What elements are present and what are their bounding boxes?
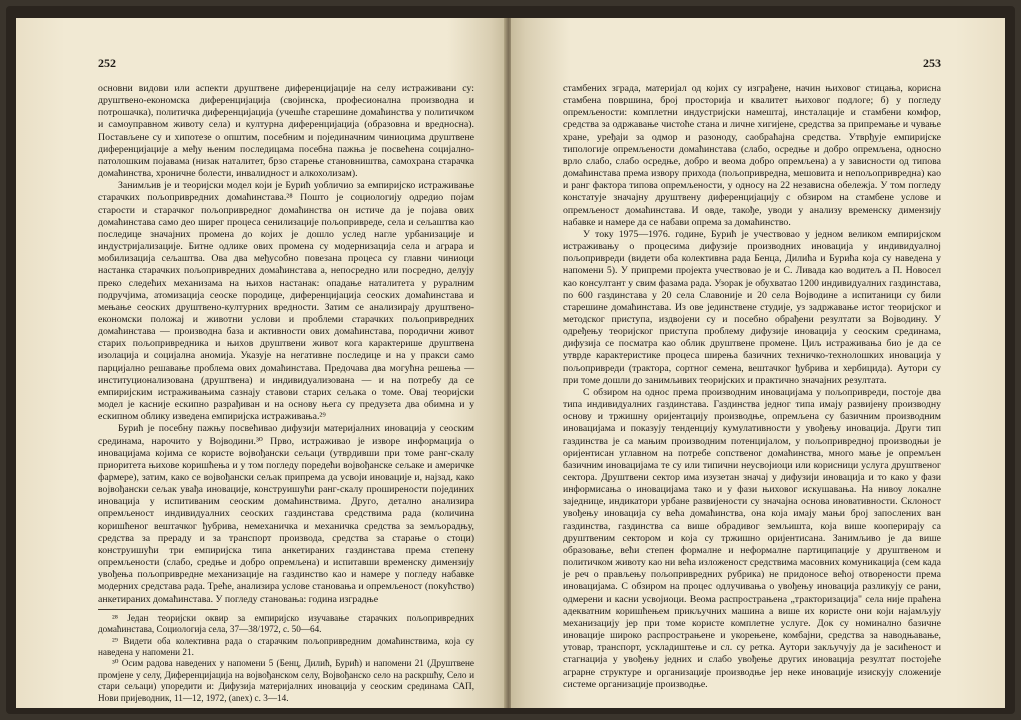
right-paragraph-2: У току 1975—1976. године, Бурић је учествовао у једном великом емпиријском истраживању о процесима дифузије производних иновација у индивидуалној пољопривреди (видети оба колективна рада Бенца, Дилића и Бурића која су наведена у напомени 5). У припреми пројекта учествовао је и С. Ливада као водитељ а П. Новосел као консултант у свим фазама рада. Узорак је обухватао 1200 индивидуалних газдинстава, по 600 газдинстава у 20 села Славоније и 20 села Војводине а испитаници су били старешине домаћинстава. Из ове јединствене студије, уз задржавање истог теоријског и методског приступа, издвојени су и посебно обрађени резултати за Војводину. У одређењу теоријског приступа проблему дифузије иновација у сеоским срединама, дифузија се посматра као облик друштвене промене. Циљ истраживања био је да се утврде карактеристике процеса ширења базичних техничко-технолошких иновација у пољопривреди (трактора, сортног семена, вештачког ђубрива и хербицида). Аутори су при томе дошли до занимљивих теоријских и практично значајних резултата. (563, 228, 941, 386)
footnote-28: ²⁸ Један теоријски оквир за емпиријско изучавање старачких пољопривредних домаћинстава, Социологија села, 37—38/1972, с. 50—64. (98, 612, 474, 635)
page-number-right: 253 (923, 56, 941, 70)
footnote-29: ²⁹ Видети оба колективна рада о старачким пољопривредним домаћинствима, која су наведена у напомени 21. (98, 635, 474, 657)
left-paragraph-2: Занимљив је и теоријски модел који је Бурић уобличио за емпиријско истраживање старачких пољопривредних домаћинстава.²⁸ Пошто је социологију одредио појам старости и старачког пољопривредног домаћинства он истиче да је појава ових домаћинстава само део ширег процеса сенилизације пољопривреде, села и сељаштва као последице значајних промена до којих је дошло услед нагле урбанизације и индустријализације. Битне одлике ових промена су модернизација села и аграра и мобилизација сељаштва. Ова два међусобно повезана процеса су главни чиниоци настанка старачких пољопривредних домаћинстава а, непосредно или посредно, делују преко следећих механизама на њихов настанак: опадање наталитета у руралним подручјима, атомизација сеоске породице, диференцијација сеоских домаћинстава и мењање сеоских друштвено-културних вредности. Затим се анализирају друштвено-економски положај и животни услови и проблеми старачких пољопривредних домаћинстава — производна база и активности ових домаћинстава, породични живот старих пољопривредника и њихов друштвени живот кога карактерише друштвена изолација и социјална аномија. Указује на негативне последице и на у пракси само парцијално решавање проблема ових домаћинстава. Предочава два могућна решења — институционализована (друштвена) и индивидуализована — и на потребу да се емпиријским истраживањима сазнају ставови старих сељака о томе. Овај теоријски модел је касније ескипно разрађиван и на основу њега су предузета два обимна и у ескипном облику изведена емпиријска истраживања.²⁹ (98, 180, 474, 423)
right-paragraph-3: С обзиром на однос према производним иновацијама у пољопривреди, постоје два типа индивидуалних газдинстава. Газдинства једног типа имају развијену производну основу и тржишну оријентацију производње, опремљена су базичним производним иновацијама и показују тенденцију кумулативности у увођењу иновација. Други тип газдинства је са мањим производним потенцијалом, у пољопривредној производњи је оријентисан углавном на потребе сопственог домаћинства, много мање је опремљен базичним иновацијама те су или типични неусвојиоци или корисници услуга друштвеног сектора. Друштвени сектор има изузетан значај у дифузији иновација и то како у фази информисања о иновацијама тако и у фази њиховог искушавања. На нивоу локалне заједнице, индикатори урбане развијености су значајна основа иновативности. Склоност увођењу иновација су већа домаћинства, она која имају мањи број запослених ван газдинства, газдинства са више обрадивог земљишта, која више кооперирају са друштвеним сектором и која су тржишно оријентисана. Занимљиво је да више образовање, већи степен формалне и неформалне партиципације у друштвеном и политичком животу као ни већа изложеност средствима масовних комуникација (сем када је реч о прављењу пољопривредних рубрика) не придоносе већој отворености према иновацијама. С обзиром на процес одлучивања о увођењу иновација разликују се рани, одмерени и касни усвојиоци. Веома распрострањена „тракторизација" села није праћена адекватним коришћењем прикључних машина а више их користе они који најамљују механизацију јер при томе користе комплетне услуге. Док су номинално базичне иновације широко распрострањене и укорењене, комбајни, средства за наводњавање, утовар, транспорт, ускладиштење и сл. су ретка. Аутори закључују да је засићеност и стагнација у увођењу једних и слабо увођење других иновација резултат постојеће аграрне структуре и организације производње јер неке иновације изискују сложеније системе организације производње. (563, 386, 941, 690)
left-paragraph-1: основни видови или аспекти друштвене диференцијације на селу истраживани су: друштвено-економска диференцијација (својинска, професионална производна и потрошачка), политичка диференцијација (учешће старешине домаћинства у политичком и самоуправном животу села) и културна диференцијација (образовна и вредносна). Постављене су и хипотезе о општим, посебним и појединачним чиниоцима друштвене диференцијације а међу њеним последицама посебна пажња је посвећена социјално-патолошким појавама (низак наталитет, брзо старење становништва, самохрана старачка домаћинства, хроничне болести, инвалидност и алкохолизам). (98, 83, 474, 180)
right-page (511, 18, 1005, 708)
footnote-30: ³⁰ Осим радова наведених у напомени 5 (Бенц, Дилић, Бурић) и напомени 21 (Друштвене промјене у селу, Диференцијација на војвођанском селу, Војвођанско село на раскршћу, Село и стари сељаци) упоредити и: Дифузија материјалних иновација у сеоским срединама САП, Нови пријеводник, 11—12, 1972, (anex) с. 3—14. (98, 658, 474, 703)
page-number-left: 252 (98, 56, 116, 70)
right-paragraph-1: стамбених зграда, материјал од којих су изграђене, начин њиховог стицања, корисна стамбена површина, број просторија и квалитет њиховог подлоге; б) у погледу опремљености: комплетни индустријски намештај, инсталације и стамбени комфор, средства за одржавање чистоће стана и личне хигијене, средства за припремање и чување хране, уређаји за одмор и разоноду, саобраћајна средства. Утврђује емпиријске типологије опремљености домаћинстава (слабо, осредње и добро опремљена, односно врло слабо, слабо осредње, добро и веома добро опремљена) а у зависности од типова домаћинстава према извору прихода (пољопривредна, мешовита и непољопривредна) као и ранг фактора типова опремљености, у односу на 22 независна обележја. У том погледу констатује значајну друштвену диференцијацију с обзиром на стамбене услове и опремљеност домаћинстава. И овде, такође, уводи у анализу временску димензију набавке и намере да се набави опрема за домаћинство. (563, 83, 941, 228)
book-spread (6, 6, 1015, 714)
footnote-divider (98, 609, 218, 610)
left-page (16, 18, 506, 708)
left-paragraph-3: Бурић је посебну пажњу посвећивао дифузији материјалних иновација у сеоским срединама, нарочито у Војводини.³⁰ Прво, истраживао је изворе информација о иновацијама којима се користе војвођански сељаци (утврдивши при томе ранг-скалу приоритета њихове коришћења и у том погледу поредећи војвођанске сељаке и америчке фармере), затим, како се војвођански сељак припрема да усвоји иновације и, најзад, како војвођански сељак увађа иновације, конструишући ранг-скалу проширености појединих иновација у испитиваним сеоским домаћинствима. Друго, детално анализира опремљеност индивидуалних сеоских газдинстава средствима рада (количина коришћеног вештачког ђубрива, немеханичка и механичка средства за земљорадњу, средства за прераду и за транспорт производа, средства за старање о стоци) конструишући три емпиријска типа анкетираних газдинстава према степену опремљености (слабо, средње и добро опремљена) и испитавши временску димензију увођења пољопривредне механизације на газдинство као и намере у погледу набавке модерних средстава рада. Треће, анализира услове становања и опремљеност (покућство) анкетираних домаћинстава. У погледу становања: година изградње (98, 423, 474, 605)
